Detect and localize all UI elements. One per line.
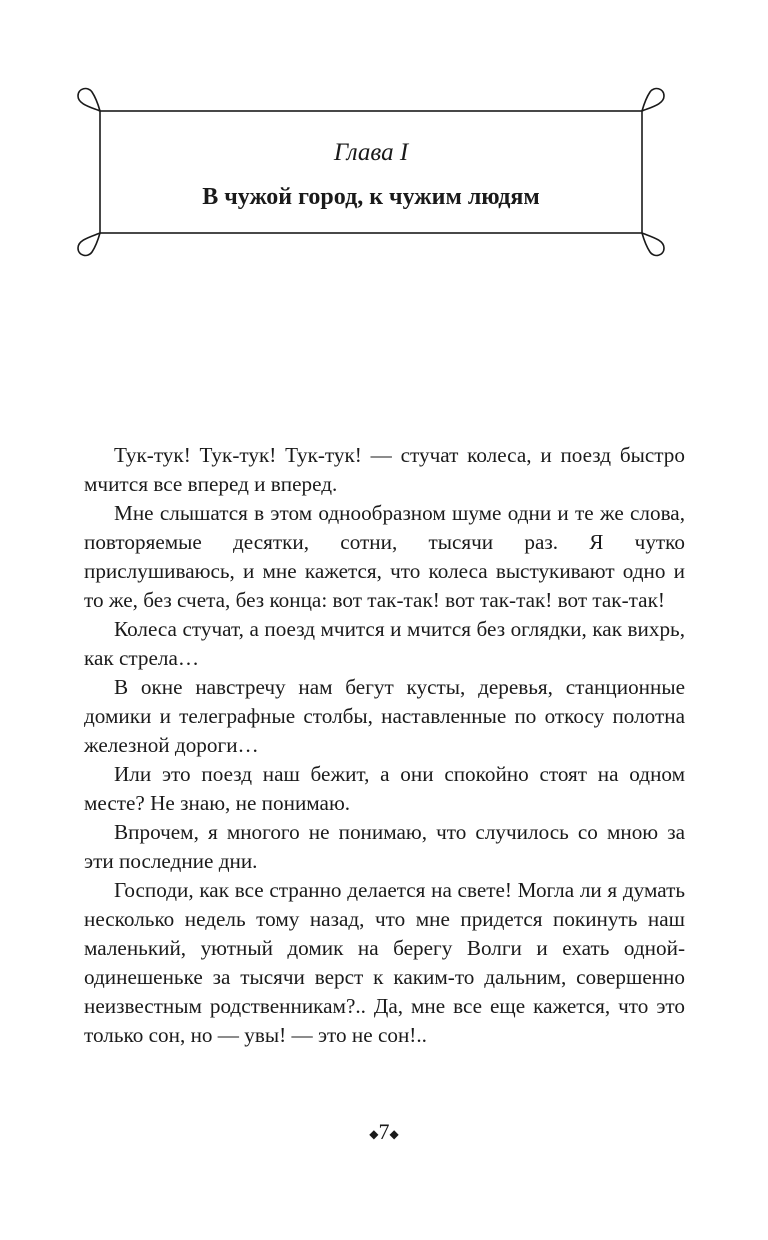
chapter-title: В чужой город, к чужим людям bbox=[202, 184, 540, 210]
paragraph: Или это поезд наш бежит, а они спокойно стоят на одном месте? Не знаю, не понимаю. bbox=[84, 762, 685, 815]
paragraph: Тук-тук! Тук-тук! Тук-тук! — стучат колеса, и поезд быстро мчится все вперед и вперед. bbox=[84, 443, 685, 496]
chapter-header-frame bbox=[72, 82, 670, 260]
diamond-ornament-icon: ◆ bbox=[389, 1126, 399, 1141]
paragraph: Мне слышатся в этом однообразном шуме одни и те же слова, повторяемые десятки, сотни, тысячи раз. Я чутко прислушиваюсь, и мне кажется, что колеса выстукивают одно и то же, без счета, без конца: вот так-так! вот так-так! вот так-так! bbox=[84, 501, 685, 612]
paragraph: Господи, как все странно делается на свете! Могла ли я думать несколько недель тому назад, что мне придется покинуть наш маленький, уютный домик на берегу Волги и ехать одной-одинешеньке за тысячи верст к каким-то дальним, совершенно неизвестным родственникам?.. Да, мне все еще кажется, что это только сон, но — увы! — это не сон!.. bbox=[84, 878, 685, 1047]
chapter-body bbox=[84, 441, 685, 1050]
page-number-footer bbox=[0, 1119, 768, 1147]
paragraph: Колеса стучат, а поезд мчится и мчится без оглядки, как вихрь, как стрела… bbox=[84, 617, 685, 670]
paragraph: В окне навстречу нам бегут кусты, деревья, станционные домики и телеграфные столбы, наставленные по откосу полотна железной дороги… bbox=[84, 675, 685, 757]
paragraph: Впрочем, я многого не понимаю, что случилось со мною за эти последние дни. bbox=[84, 820, 685, 873]
ornamental-frame-icon bbox=[72, 82, 670, 260]
chapter-label: Глава I bbox=[333, 139, 409, 166]
diamond-ornament-icon: ◆ bbox=[369, 1126, 379, 1141]
page-number: 7 bbox=[378, 1119, 390, 1144]
